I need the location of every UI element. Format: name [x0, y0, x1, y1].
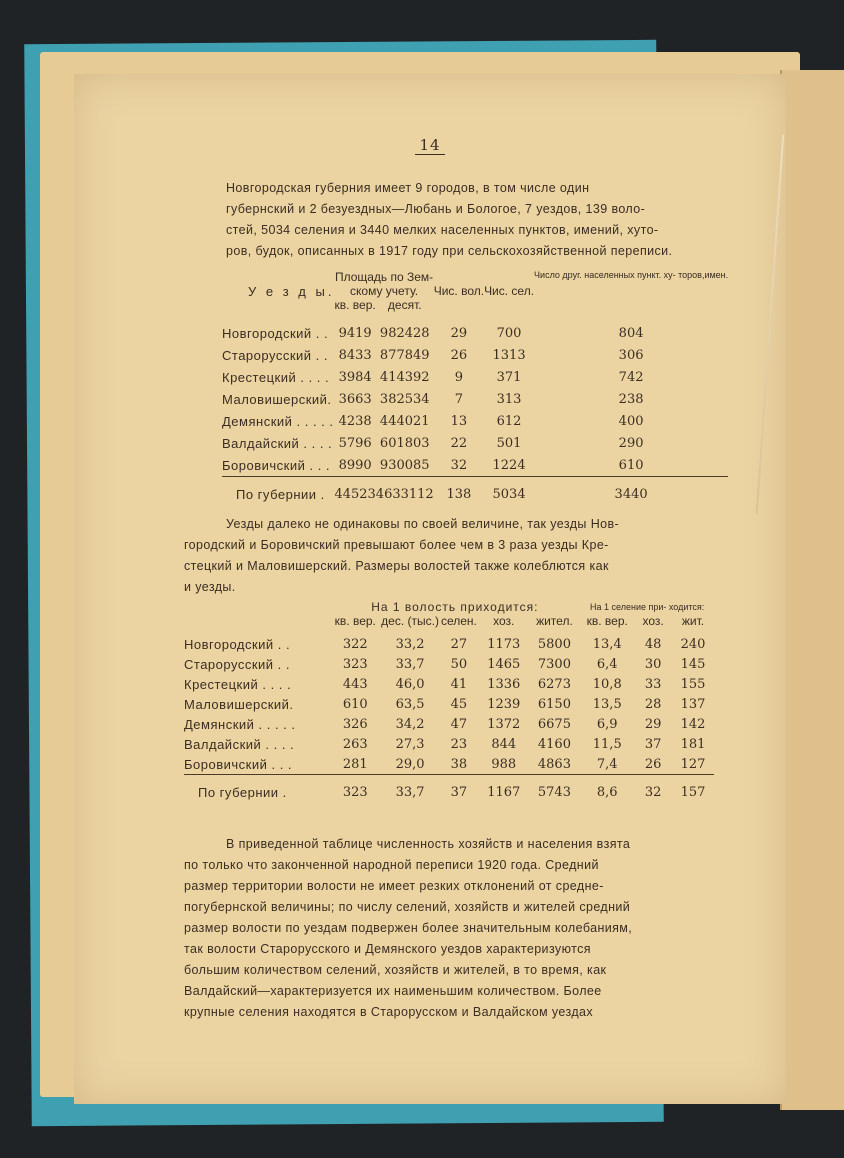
table-row: Боровичский . . . 281 29,0 38 988 4863 7,4 26 127 — [184, 756, 706, 772]
table-row: Демянский . . . . . 4238 444021 13 612 400 — [222, 413, 644, 429]
facing-page-edge — [780, 70, 844, 1110]
col-header-seleniya: Чис. сел. — [484, 284, 535, 298]
text-line: стей, 5034 селения и 3440 мелких населенных пунктов, имений, хуто- — [226, 223, 659, 237]
text-line: размер территории волости не имеет резких отклонений от средне- — [184, 879, 604, 893]
text-line: городский и Боровичский превышают более чем в 3 раза уезды Кре- — [184, 538, 609, 552]
text-line: Уезды далеко не одинаковы по своей величине, так уезды Нов- — [226, 517, 620, 531]
text-line: ров, будок, описанных в 1917 году при сельскохозяйственной переписи. — [226, 244, 673, 258]
table-row: Валдайский . . . . 263 27,3 23 844 4160 11,5 37 181 — [184, 736, 706, 752]
text-line: стецкий и Маловишерский. Размеры волостей также колеблются как — [184, 559, 609, 573]
text-line: по только что законченной народной переписи 1920 года. Средний — [184, 858, 599, 872]
text-line: крупные селения находятся в Старорусском и Валдайском уездах — [184, 1005, 594, 1019]
table-row: Маловишерский. 3663 382534 7 313 238 — [222, 391, 644, 407]
paragraph-uezd-size — [184, 514, 776, 598]
col-header-other-points: Число друг. населенных пункт. ху- торов,имен. — [534, 270, 729, 280]
text-line: так волости Старорусского и Демянского уездов характеризуются — [184, 942, 591, 956]
table-row: Маловишерский. 610 63,5 45 1239 6150 13,5 28 137 — [184, 696, 706, 712]
book-page — [74, 74, 786, 1104]
text-line: размер волости по уездам подвержен более значительным колебаниям, — [184, 921, 633, 935]
table-row: Старорусский . . 8433 877849 26 1313 306 — [222, 347, 644, 363]
table-row: Крестецкий . . . . 443 46,0 41 1336 6273 10,8 33 155 — [184, 676, 706, 692]
table-row: Новгородский . . 322 33,2 27 1173 5800 13,4 48 240 — [184, 636, 706, 652]
col-header-selen: селен. — [440, 614, 477, 628]
text-line: губернский и 2 безуездных—Любань и Бологое, 7 уездов, 139 воло- — [226, 202, 646, 216]
table-row: Старорусский . . 323 33,7 50 1465 7300 6,4 30 145 — [184, 656, 706, 672]
text-line: Валдайский—характеризуется их наименьшим количеством. Более — [184, 984, 602, 998]
table-row: Боровичский . . . 8990 930085 32 1224 610 — [222, 457, 644, 473]
col-header-des: дес. (тыс.) — [381, 614, 439, 628]
volost-averages-table — [184, 600, 714, 805]
col-header-desyat: десят. — [387, 298, 422, 312]
text-line: большим количеством селений, хозяйств и жителей, в то время, как — [184, 963, 607, 977]
col-group-per-selenie: На 1 селение при- ходится: — [590, 602, 705, 612]
text-line: погубернской величины; по числу селений, хозяйств и жителей средний — [184, 900, 631, 914]
table-row: Валдайский . . . . 5796 601803 22 501 290 — [222, 435, 644, 451]
col-header-area: Площадь по Зем- скому учету. — [334, 270, 434, 298]
uezd-area-table — [222, 270, 728, 507]
page-number: 14 — [74, 136, 786, 154]
text-line: и уезды. — [184, 580, 236, 594]
col-header-kv-ver-2: кв. вер. — [586, 614, 628, 628]
paragraph-intro — [226, 178, 776, 262]
table-row: Демянский . . . . . 326 34,2 47 1372 6675 6,9 29 142 — [184, 716, 706, 732]
col-header-kv-ver: кв. вер. — [334, 614, 376, 628]
col-header-volosti: Чис. вол. — [433, 284, 485, 298]
table-row: Крестецкий . . . . 3984 414392 9 371 742 — [222, 369, 644, 385]
col-group-per-volost: На 1 волость приходится: — [371, 600, 539, 614]
text-line: Новгородская губерния имеет 9 городов, в том числе один — [226, 181, 590, 195]
table-row: Новгородский . . 9419 982428 29 700 804 — [222, 325, 644, 341]
paragraph-analysis — [184, 834, 776, 1023]
col-header-hoz: хоз. — [493, 614, 515, 628]
table-total-row: По губернии . 323 33,7 37 1167 5743 8,6 32 157 — [184, 775, 714, 806]
col-header-zhit-2: жит. — [681, 614, 705, 628]
col-header-uezdy: У е з д ы. — [248, 283, 335, 299]
text-line: В приведенной таблице численность хозяйств и населения взята — [226, 837, 631, 851]
col-header-hoz-2: хоз. — [642, 614, 664, 628]
col-header-kv-ver: кв. вер. — [334, 298, 376, 312]
col-header-zhitel: жител. — [536, 614, 573, 628]
table-total-row: По губернии . 44523 4633112 138 5034 3440 — [222, 477, 728, 508]
